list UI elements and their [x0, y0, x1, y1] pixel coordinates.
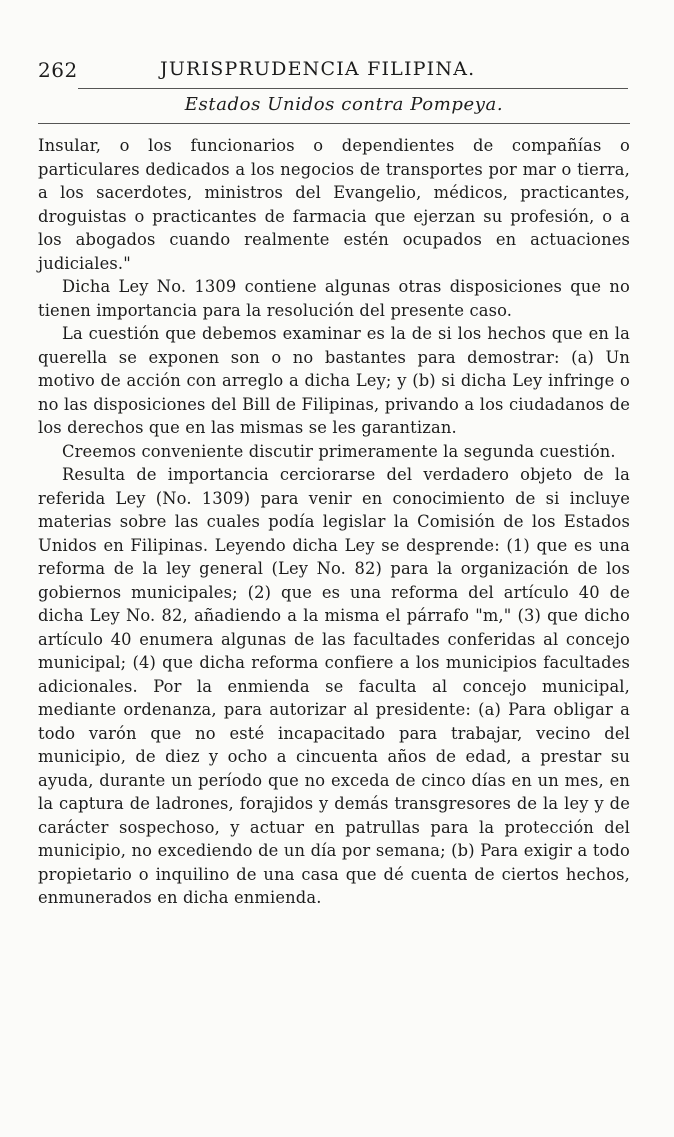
paragraph: Insular, o los funcionarios o dependientes de compañías o particulares dedicados a los negocios de transportes por mar o tierra, a los sacerdotes, ministros del Evangelio, médicos, practicantes, droguistas o practicantes de farmacia que ejerzan su profesión, o a los abogados cuando realmente estén ocupados en actuaciones judiciales.": [38, 136, 630, 273]
paragraph: Creemos conveniente discutir primeramente la segunda cuestión.: [62, 441, 616, 461]
running-head: [38, 58, 630, 88]
page-number: 262: [38, 58, 78, 82]
body-text: [38, 134, 630, 910]
journal-title: JURISPRUDENCIA FILIPINA.: [160, 58, 476, 80]
case-title-rule: [38, 123, 630, 124]
book-page: [38, 58, 630, 910]
paragraph: Resulta de importancia cerciorarse del verdadero objeto de la referida Ley (No. 1309) para venir en conocimiento de si incluye materias sobre las cuales podía legislar la Comisión de los Estados Unidos en Filipinas. Leyendo dicha Ley se desprende: (1) que es una reforma de la ley general (Ley No. 82) para la organización de los gobiernos municipales; (2) que es una reforma del artículo 40 de dicha Ley No. 82, añadiendo a la misma el párrafo "m," (3) que dicho artículo 40 enumera algunas de las facultades conferidas al concejo municipal; (4) que dicha reforma confiere a los municipios facultades adicionales. Por la enmienda se faculta al concejo municipal, mediante ordenanza, para autorizar al presidente: (a) Para obligar a todo varón que no esté incapacitado para trabajar, vecino del municipio, de diez y ocho a cincuenta años de edad, a prestar su ayuda, durante un período que no exceda de cinco días en un mes, en la captura de ladrones, forajidos y demás transgresores de la ley y de carácter sospechoso, y actuar en patrullas para la protección del municipio, no excediendo de un día por semana; (b) Para exigir a todo propietario o inquilino de una casa que dé cuenta de ciertos hechos, enmunerados en dicha enmienda.: [38, 465, 630, 907]
paragraph: Dicha Ley No. 1309 contiene algunas otras disposiciones que no tienen importancia para la resolución del presente caso.: [38, 277, 630, 320]
paragraph: La cuestión que debemos examinar es la de si los hechos que en la querella se exponen son o no bastantes para demostrar: (a) Un motivo de acción con arreglo a dicha Ley; y (b) si dicha Ley infringe o no las disposiciones del Bill de Filipinas, privando a los ciudadanos de los derechos que en las mismas se les garantizan.: [38, 324, 630, 437]
case-title: Estados Unidos contra Pompeya.: [184, 94, 504, 115]
